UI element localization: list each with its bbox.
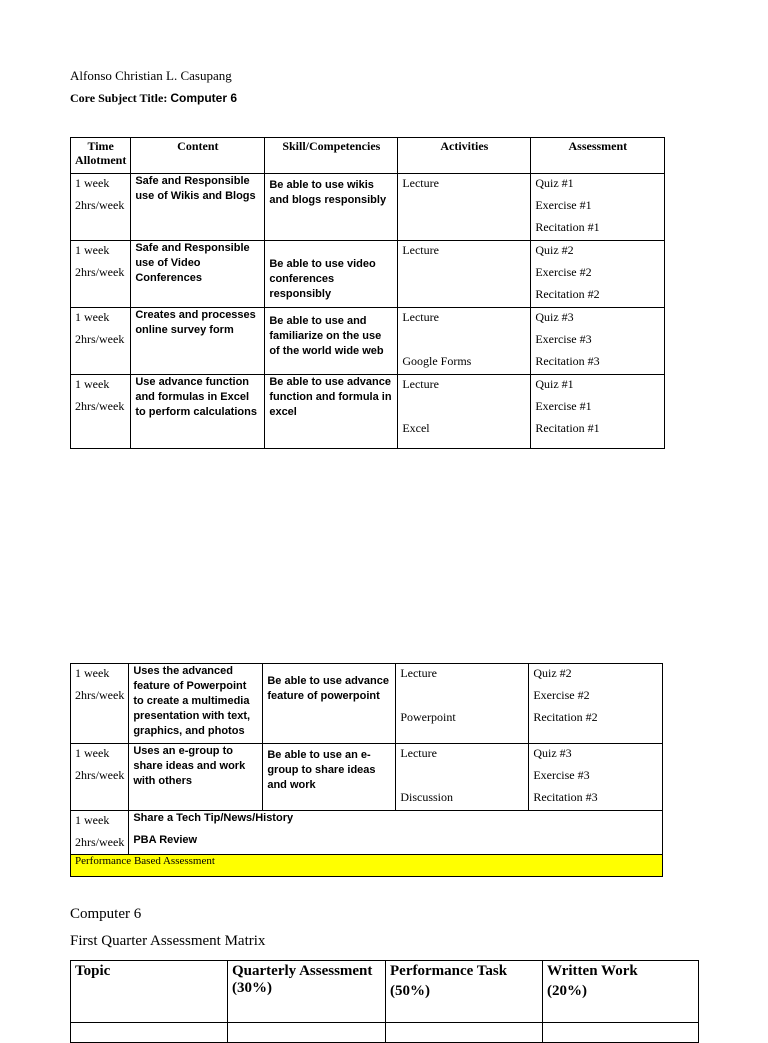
assessment-recitation: Recitation #1 bbox=[535, 220, 600, 234]
lesson-plan-table-continued bbox=[70, 663, 663, 877]
assessment-quiz: Quiz #1 bbox=[535, 176, 574, 190]
skill-cell: Be able to use wikis and blogs responsibly bbox=[269, 179, 387, 206]
table-row bbox=[71, 308, 665, 375]
review-row bbox=[71, 811, 663, 855]
content-cell: Creates and processes online survey form bbox=[135, 309, 256, 336]
matrix-title: First Quarter Assessment Matrix bbox=[70, 933, 266, 949]
time-week: 1 week bbox=[75, 377, 110, 391]
time-week: 1 week bbox=[75, 813, 110, 827]
content-cell: Use advance function and formulas in Excel to perform calculations bbox=[135, 376, 257, 418]
activity-main: Lecture bbox=[400, 666, 437, 680]
skill-cell: Be able to use video conferences responsibly bbox=[269, 258, 376, 300]
header-skill: Skill/Competencies bbox=[265, 138, 398, 174]
activity-main: Lecture bbox=[402, 176, 439, 190]
time-hours: 2hrs/week bbox=[75, 768, 125, 782]
time-week: 1 week bbox=[75, 746, 110, 760]
matrix-performance-pct: (50%) bbox=[390, 983, 430, 999]
activity-main: Lecture bbox=[402, 310, 439, 324]
table-row bbox=[71, 174, 665, 241]
matrix-written-title: Written Work bbox=[547, 963, 638, 979]
time-week: 1 week bbox=[75, 310, 110, 324]
content-cell: Uses an e-group to share ideas and work with others bbox=[133, 745, 246, 787]
matrix-performance-title: Performance Task bbox=[390, 963, 508, 979]
content-cell: Safe and Responsible use of Video Conferences bbox=[135, 242, 250, 284]
header-activities: Activities bbox=[398, 138, 531, 174]
core-subject-value: Computer 6 bbox=[170, 91, 238, 105]
matrix-header-topic bbox=[71, 961, 228, 1023]
assessment-exercise: Exercise #1 bbox=[535, 399, 592, 413]
assessment-quiz: Quiz #1 bbox=[535, 377, 574, 391]
table-row bbox=[71, 375, 665, 449]
assessment-quiz: Quiz #3 bbox=[535, 310, 574, 324]
assessment-recitation: Recitation #2 bbox=[535, 287, 600, 301]
pba-row bbox=[71, 855, 663, 877]
assessment-recitation: Recitation #1 bbox=[535, 421, 600, 435]
header-content: Content bbox=[131, 138, 265, 174]
content-cell: Uses the advanced feature of Powerpoint to create a multimedia presentation with text, graphics, and photos bbox=[133, 665, 251, 737]
time-hours: 2hrs/week bbox=[75, 399, 125, 413]
assessment-exercise: Exercise #2 bbox=[535, 265, 592, 279]
assessment-quiz: Quiz #2 bbox=[535, 243, 574, 257]
review-line-tech-tip: Share a Tech Tip/News/History bbox=[133, 812, 294, 824]
lesson-plan-table bbox=[70, 137, 665, 449]
review-line-pba: PBA Review bbox=[133, 834, 198, 846]
matrix-header-written bbox=[543, 961, 699, 1023]
assessment-recitation: Recitation #3 bbox=[535, 354, 600, 368]
activity-main: Lecture bbox=[402, 243, 439, 257]
matrix-row bbox=[71, 1023, 699, 1043]
assessment-exercise: Exercise #2 bbox=[533, 688, 590, 702]
matrix-written-pct: (20%) bbox=[547, 983, 587, 999]
skill-cell: Be able to use advance function and formula in excel bbox=[269, 376, 392, 418]
assessment-exercise: Exercise #1 bbox=[535, 198, 592, 212]
author-name: Alfonso Christian L. Casupang bbox=[70, 68, 232, 83]
activity-tool: Powerpoint bbox=[400, 710, 456, 724]
activity-main: Lecture bbox=[400, 746, 437, 760]
matrix-header-performance bbox=[386, 961, 543, 1023]
table-row bbox=[71, 744, 663, 811]
assessment-quiz: Quiz #2 bbox=[533, 666, 572, 680]
matrix-header-quarterly bbox=[228, 961, 386, 1023]
pba-label: Performance Based Assessment bbox=[71, 855, 663, 877]
matrix-quarterly-title: Quarterly Assessment bbox=[232, 963, 373, 979]
header-assessment: Assessment bbox=[531, 138, 665, 174]
table-header-row bbox=[71, 138, 665, 174]
header-time: Time Allotment bbox=[71, 138, 131, 174]
skill-cell: Be able to use and familiarize on the use of the world wide web bbox=[269, 315, 384, 357]
time-week: 1 week bbox=[75, 176, 110, 190]
assessment-exercise: Exercise #3 bbox=[533, 768, 590, 782]
time-hours: 2hrs/week bbox=[75, 835, 125, 849]
subject-heading: Computer 6 bbox=[70, 906, 142, 922]
matrix-header-row bbox=[71, 961, 699, 1023]
activity-tool: Discussion bbox=[400, 790, 453, 804]
table-row bbox=[71, 664, 663, 744]
core-subject-label: Core Subject Title: bbox=[70, 91, 168, 105]
time-hours: 2hrs/week bbox=[75, 265, 125, 279]
assessment-quiz: Quiz #3 bbox=[533, 746, 572, 760]
assessment-matrix-table bbox=[70, 960, 699, 1043]
time-hours: 2hrs/week bbox=[75, 688, 125, 702]
activity-tool: Excel bbox=[402, 421, 430, 435]
time-hours: 2hrs/week bbox=[75, 198, 125, 212]
matrix-quarterly-pct: (30%) bbox=[232, 980, 272, 996]
time-hours: 2hrs/week bbox=[75, 332, 125, 346]
skill-cell: Be able to use advance feature of powerpoint bbox=[267, 675, 389, 702]
content-cell: Safe and Responsible use of Wikis and Blogs bbox=[135, 175, 256, 202]
assessment-recitation: Recitation #2 bbox=[533, 710, 598, 724]
matrix-topic-title: Topic bbox=[75, 963, 111, 979]
time-week: 1 week bbox=[75, 243, 110, 257]
time-week: 1 week bbox=[75, 666, 110, 680]
table-row bbox=[71, 241, 665, 308]
skill-cell: Be able to use an e-group to share ideas and work bbox=[267, 749, 376, 791]
core-subject-title bbox=[70, 91, 237, 106]
assessment-exercise: Exercise #3 bbox=[535, 332, 592, 346]
activity-main: Lecture bbox=[402, 377, 439, 391]
activity-tool: Google Forms bbox=[402, 354, 472, 368]
assessment-recitation: Recitation #3 bbox=[533, 790, 598, 804]
